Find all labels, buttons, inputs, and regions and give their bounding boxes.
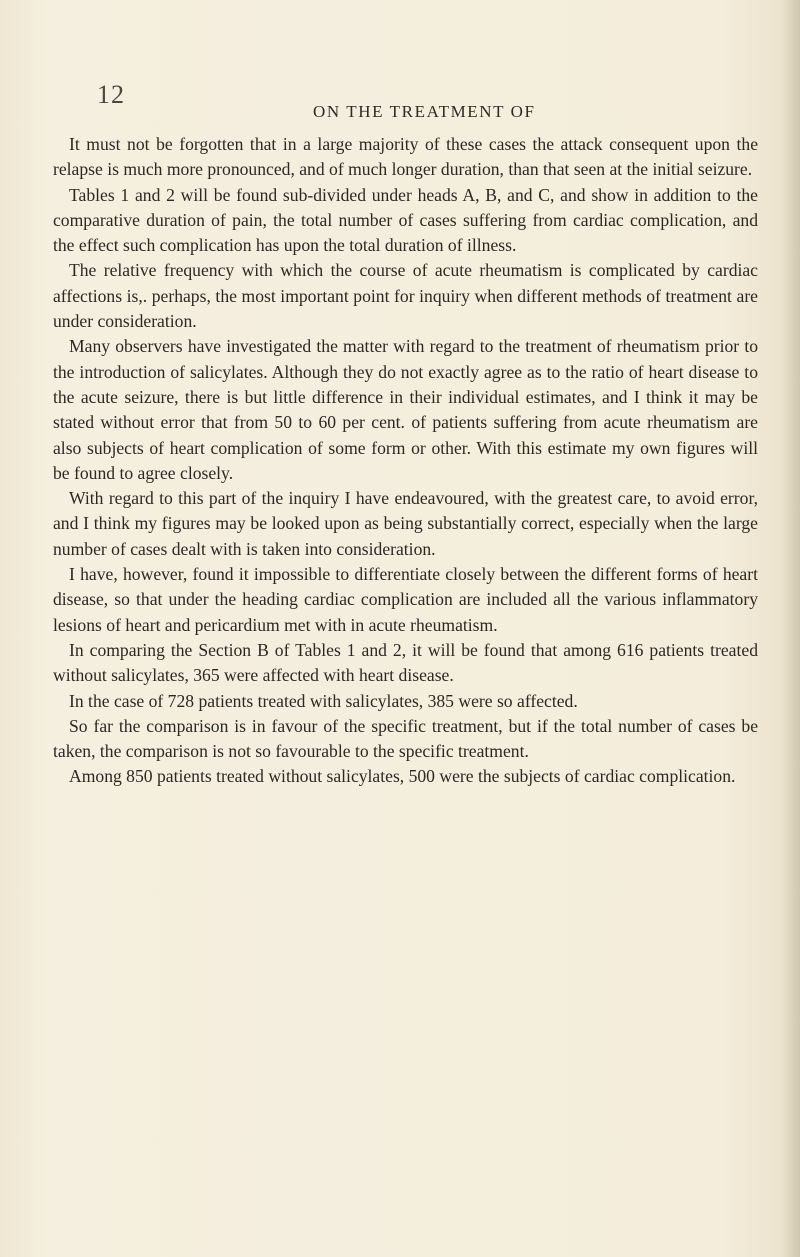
page-number: 12 xyxy=(97,80,125,109)
paragraph: The relative frequency with which the course of acute rheumatism is complicated by cardiac affections is,. perhaps, the most important point for inquiry when different methods of treatment are under consideration. xyxy=(53,260,758,332)
paragraph: Tables 1 and 2 will be found sub-divided under heads A, B, and C, and show in addition to the comparative duration of pain, the total number of cases suffering from cardiac complication, and the effect such complication has upon the total duration of illness. xyxy=(53,184,758,256)
paragraph: I have, however, found it impossible to differentiate closely between the different forms of heart disease, so that under the heading cardiac complication are included all the various inflammatory lesions of heart and pericardium met with in acute rheumatism. xyxy=(53,564,758,635)
paragraph: So far the comparison is in favour of the specific treatment, but if the total number of cases be taken, the comparison is not so favourable to the specific treatment. xyxy=(53,715,758,762)
paragraph: Among 850 patients treated without salicylates, 500 were the subjects of cardiac complication. xyxy=(69,766,736,787)
paragraph: Many observers have investigated the matter with regard to the treatment of rheumatism prior to the introduction of salicylates. Although they do not exactly agree as to the ratio of heart disease to the acute seizure, there is but little difference in their individual estimates, and I think it may be stated without error that from 50 to 60 per cent. of patients suffering from acute rheumatism are also subjects of heart complication of some form or other. With this estimate my own figures will be found to agree closely. xyxy=(53,336,758,483)
paragraph: With regard to this part of the inquiry I have endeavoured, with the greatest care, to avoid error, and I think my figures may be looked upon as being substantially correct, especially when the large number of cases dealt with is taken into consideration. xyxy=(53,488,758,559)
page-edge-shadow xyxy=(782,0,800,1257)
paragraph: It must not be forgotten that in a large majority of these cases the attack consequent upon the relapse is much more pronounced, and of much longer duration, than that seen at the initial seizure. xyxy=(53,134,758,180)
paragraph: In comparing the Section B of Tables 1 and 2, it will be found that among 616 patients treated without salicylates, 365 were affected with heart disease. xyxy=(53,639,758,686)
running-head: ON THE TREATMENT OF xyxy=(313,102,536,121)
body-text xyxy=(53,132,758,790)
paragraph: In the case of 728 patients treated with salicylates, 385 were so affected. xyxy=(69,690,578,711)
